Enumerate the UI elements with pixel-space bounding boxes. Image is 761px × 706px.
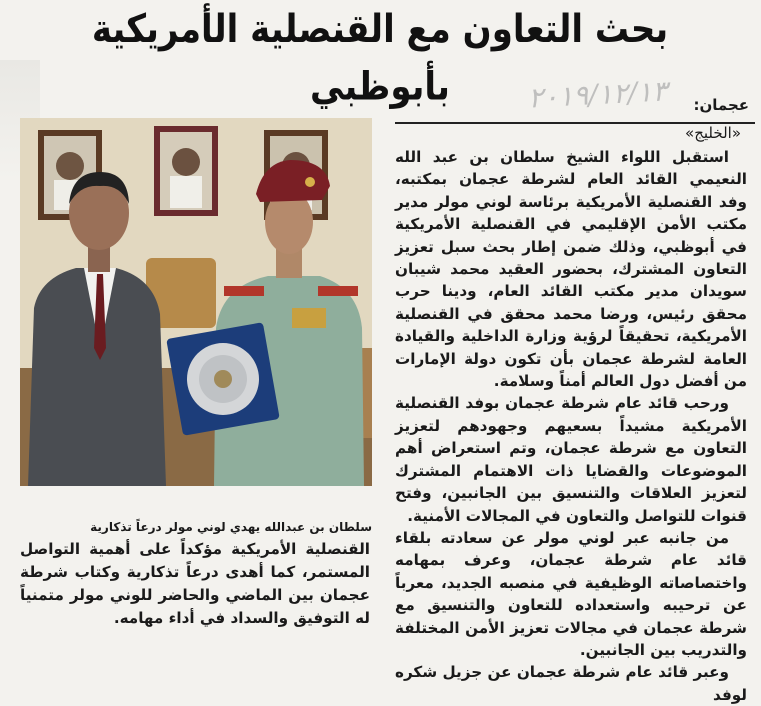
news-photo: [20, 118, 372, 486]
article-body: [395, 146, 747, 706]
headline: بحث التعاون مع القنصلية الأمريكية بأبوظبي: [91, 6, 669, 110]
dateline: عجمان:: [693, 96, 749, 114]
medal-ribbons: [292, 308, 326, 328]
handwritten-date: ٢٠١٩/١٢/١٣: [527, 74, 668, 115]
article-continuation: القنصلية الأمريكية مؤكداً على أهمية التواصل المستمر، كما أهدى درعاً تذكارية وكتاب شرطة عجمان بين الماضي والحاضر للوني مولر متمنياً له التوفيق والسداد في أداء مهامه.: [20, 540, 370, 627]
paragraph-4: وعبر قائد عام شرطة عجمان عن جزيل شكره لوفد: [395, 663, 747, 704]
paragraph-2: ورحب قائد عام شرطة عجمان بوفد القنصلية الأمريكية مشيداً بسعيهم وجهودهم لتعزيز التعاون مع شرطة عجمان، وتم استعراض أهم الموضوعات والقضايا ذات الاهتمام المشترك لتعزيز العلاقات والتنسيق بين الجانبين، وفتح قنوات للتواصل والتعاون في المجالات الأمنية.: [395, 394, 747, 525]
paragraph-3: من جانبه عبر لوني مولر عن سعادته بلقاء قائد عام شرطة عجمان، وعرف بمهامه واختصاصاته الوظيفية في منصبه الجديد، معرباً عن ترحيبه واستعداده للتعاون والتنسيق مع شرطة عجمان في مجالات تعزيز الأمن المختلفة والتدريب بين الجانبين.: [395, 528, 747, 659]
source-credit: «الخليج»: [685, 124, 741, 142]
paragraph-1: استقبل اللواء الشيخ سلطان بن عبد الله النعيمي القائد العام لشرطة عجمان بمكتبه، وفد القنصلية الأمريكية برئاسة لوني مولر مدير مكتب الأمن الإقليمي في القنصلية الأمريكية في أبوظبي، وذلك ضمن إطار بحث سبل تعزيز التعاون المشترك، بحضور العقيد محمد شيبان سويدان مدير مكتب القائد العام، ودينا حرب محقق رئيس، ورضا محمد محقق في القنصلية الأمريكية، تحقيقاً لرؤية وزارة الداخلية والقيادة العامة لشرطة عجمان بأن تكون دولة الإمارات من أفضل دول العالم أمناً وسلامة.: [395, 148, 747, 391]
photo-caption: سلطان بن عبدالله يهدي لوني مولر درعاً تذكارية: [90, 520, 372, 534]
photo-illustration: [20, 118, 372, 486]
